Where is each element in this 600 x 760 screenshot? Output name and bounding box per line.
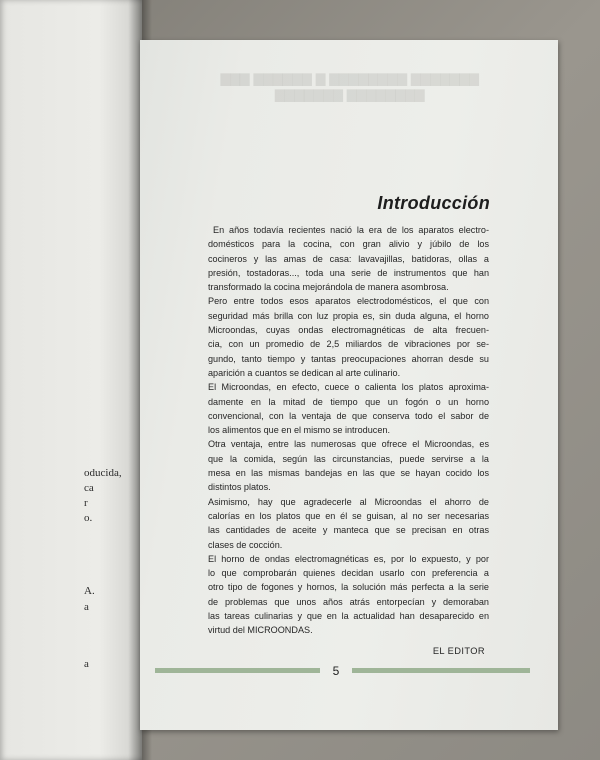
paragraph [208, 294, 489, 380]
footer-rule-left [155, 668, 320, 673]
text-line: Otra ventaja, entre las numerosas que ofrece el Microondas, es [208, 439, 489, 450]
text-line: damente en la mitad de tiempo que un fogón o un horno [208, 396, 489, 407]
left-page-fragment: o. [84, 512, 93, 524]
left-page-fragment: a [84, 601, 89, 613]
text-line: Pero entre todos esos aparatos electrodomésticos, el que con [208, 296, 489, 307]
left-page-fragment: a [84, 658, 89, 670]
text-line: que la comida, según las circunstancias, puede servirse a la [208, 453, 489, 464]
text-line: cia, con un promedio de 2,5 miliardos de vibraciones por se- [208, 339, 489, 350]
page-title: Introducción [377, 193, 490, 213]
paragraph [208, 552, 489, 638]
text-line: de problemas que unos años atrás entorpecían y demoraban [208, 596, 489, 607]
text-line: cocineros y las amas de casa: lavavajillas, batidoras, ollas a [208, 253, 489, 264]
left-page [0, 0, 142, 760]
paragraph [208, 495, 489, 552]
text-line: los alimentos que en el mismo se introducen. [208, 425, 390, 436]
signature: EL EDITOR [432, 646, 485, 656]
text-line: El Microondas, en efecto, cuece o calienta los platos aproxima- [208, 382, 489, 393]
text-line: presión, tostadoras..., toda una serie de instrumentos que han [208, 267, 489, 278]
left-page-fragment: r [84, 497, 88, 509]
text-line: gundo, tanto tiempo y tantas preocupaciones ahorran desde su [208, 353, 489, 364]
text-line: virtud del MICROONDAS. [208, 625, 313, 636]
paragraph [208, 223, 489, 294]
paragraph [208, 437, 489, 494]
text-line: domésticos para la cocina, con gran alivio y júbilo de los [208, 239, 489, 250]
body-text [208, 223, 489, 638]
text-line: clases de cocción. [208, 539, 283, 550]
text-line: aparición a cuantos se dedican al arte culinario. [208, 367, 401, 378]
text-line: Microondas, cuyas ondas electromagnéticas de alta frecuen- [208, 325, 489, 336]
text-line: las tareas culinarias y que en la actualidad han desaparecido en [208, 611, 489, 622]
text-line: transformado la cocina mejorándola de manera asombrosa. [208, 282, 449, 293]
text-line: En años todavía recientes nació la era de los aparatos electro- [213, 225, 489, 235]
text-line: otro tipo de fogones y hornos, la solución más perfecta a la serie [208, 582, 489, 593]
main-page [140, 40, 558, 730]
text-line: distintos platos. [208, 482, 271, 493]
text-line: mesa en las mismas bandejas en las que se hayan cocido los [208, 468, 489, 479]
bleed-through-text: ▇▇▇ ▇▇▇▇▇▇ ▇ ▇▇▇▇▇▇▇▇ ▇▇▇▇▇▇▇ [220, 72, 480, 86]
text-line: convencional, con la ventaja de que conserva todo el sabor de [208, 410, 489, 421]
footer-rule-right [352, 668, 530, 673]
left-page-fragment: oducida, [84, 467, 122, 479]
left-page-fragment: A. [84, 585, 95, 597]
text-line: lo que comprobarán quienes decidan usarlo con preferencia a [208, 568, 489, 579]
text-line: Asimismo, hay que agradecerle al Microondas el ahorro de [208, 496, 489, 507]
bleed-through-text: ▇▇▇▇▇▇▇ ▇▇▇▇▇▇▇▇ [275, 88, 425, 102]
text-line: seguridad más brilla con luz propia es, sin duda alguna, el horno [208, 310, 489, 321]
paragraph [208, 380, 489, 437]
text-line: El horno de ondas electromagnéticas es, por lo expuesto, y por [208, 553, 489, 564]
left-page-fragment: ca [84, 482, 94, 494]
text-line: las cantidades de aceite y manteca que se precisan en otras [208, 525, 489, 536]
page-number: 5 [332, 664, 340, 678]
text-line: calorías en los platos que en él se guisan, al no ser necesarias [208, 510, 489, 521]
